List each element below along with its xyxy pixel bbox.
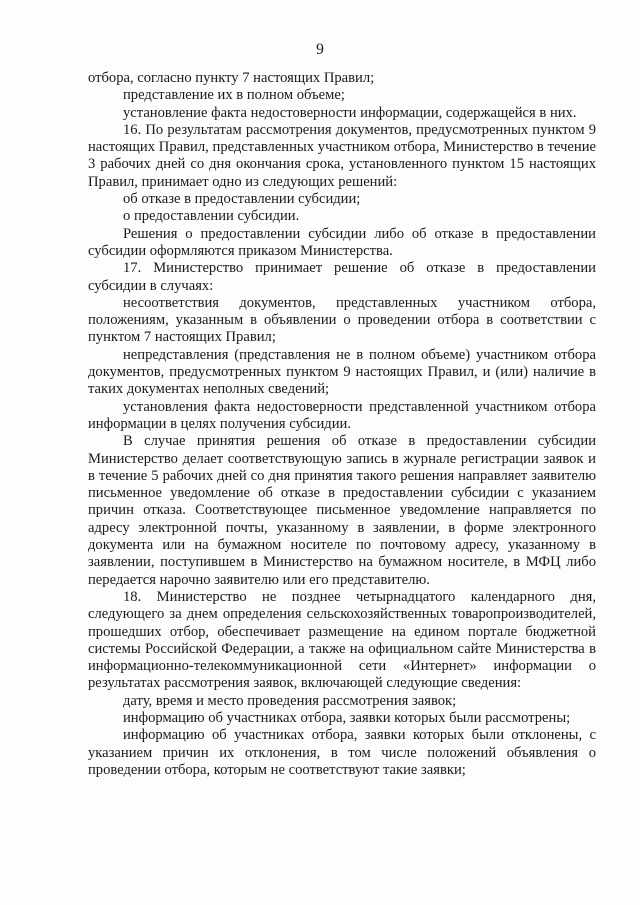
paragraph-17-case-1: несоответствия документов, представленных участником отбора, положениям, указанным в объявлении о проведении отбора в соответствии с пунктом 7 настоящих Правил; bbox=[88, 294, 596, 346]
paragraph-18-item-3: информацию об участниках отбора, заявки которых были отклонены, с указанием причин их отклонения, в том числе положений объявления о проведении отбора, которым не соответствуют такие заявки; bbox=[88, 727, 596, 778]
paragraph-grant-option: о предоставлении субсидии. bbox=[123, 208, 300, 225]
paragraph-17: 17. Министерство принимает решение об отказе в предоставлении субсидии в случаях: bbox=[88, 260, 596, 294]
paragraph-refusal-option: об отказе в предоставлении субсидии; bbox=[123, 191, 361, 208]
document-body bbox=[88, 70, 596, 779]
paragraph-18-item-2: информацию об участниках отбора, заявки которых были рассмотрены; bbox=[123, 709, 571, 726]
paragraph-3: установление факта недостоверности информации, содержащейся в них. bbox=[123, 104, 577, 121]
page-number: 9 bbox=[316, 41, 324, 58]
paragraph-16: 16. По результатам рассмотрения документов, предусмотренных пунктом 9 настоящих Правил, представленных участником отбора, Министерство в течение 3 рабочих дней со дня окончания срока, установленного пунктом 15 настоящих Правил, принимает одно из следующих решений: bbox=[88, 121, 596, 190]
paragraph-refusal-notice: В случае принятия решения об отказе в предоставлении субсидии Министерство делает соответствующую запись в журнале регистрации заявок и в течение 5 рабочих дней со дня принятия такого решения направляет заявителю письменное уведомление об отказе в предоставлении субсидии с указанием причин отказа. Соответствующее письменное уведомление направляется по адресу электронной почты, указанному в заявлении, в форме электронного документа или на бумажном носителе по почтовому адресу, указанному в заявлении, поступившем в Министерство на бумажном носителе, в МФЦ либо передается нарочно заявителю или его представителю. bbox=[88, 433, 596, 588]
paragraph-18-item-1: дату, время и место проведения рассмотрения заявок; bbox=[123, 692, 457, 709]
paragraph-18: 18. Министерство не позднее четырнадцатого календарного дня, следующего за днем определения сельскохозяйственных товаропроизводителей, прошедших отбор, обеспечивает размещение на едином портале бюджетной системы Российской Федерации, а также на официальном сайте Министерства в информационно-телекоммуникационной сети «Интернет» информации о результатах рассмотрения заявок, включающей следующие сведения: bbox=[88, 588, 596, 692]
paragraph-2: представление их в полном объеме; bbox=[123, 87, 345, 104]
paragraph-decision-order: Решения о предоставлении субсидии либо об отказе в предоставлении субсидии оформляются приказом Министерства. bbox=[88, 225, 596, 259]
paragraph-17-case-3: установления факта недостоверности представленной участником отбора информации в целях получения субсидии. bbox=[88, 398, 596, 432]
paragraph-17-case-2: непредставления (представления не в полном объеме) участником отбора документов, предусмотренных пунктом 9 настоящих Правил, и (или) наличие в таких документах неполных сведений; bbox=[88, 346, 596, 398]
paragraph-1: отбора, согласно пункту 7 настоящих Правил; bbox=[88, 70, 375, 86]
